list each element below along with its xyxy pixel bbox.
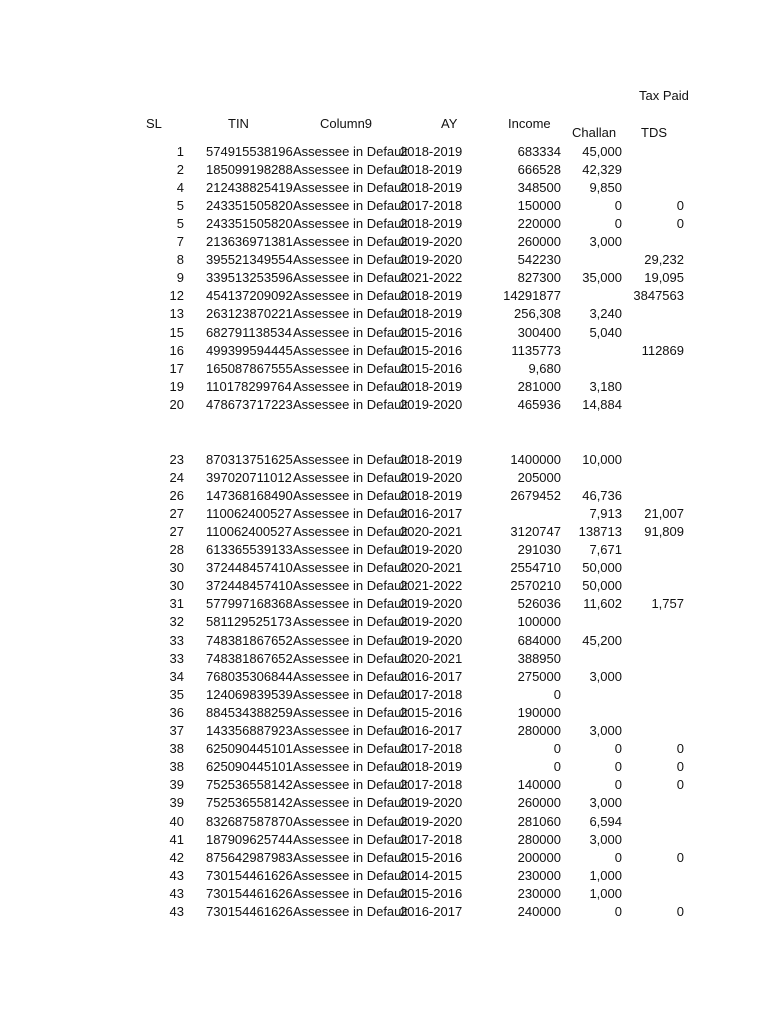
cell-challan: 46,736: [582, 487, 622, 503]
cell-tds: 19,095: [644, 270, 684, 286]
cell-challan: 3,180: [589, 378, 622, 394]
cell-tin: 625090445101: [206, 759, 293, 775]
cell-challan: 3,000: [589, 723, 622, 738]
cell-sl: 30: [169, 560, 184, 576]
cell-tin: 499399594445: [206, 342, 293, 358]
cell-challan: 0: [614, 904, 622, 919]
table-row: [0, 867, 768, 885]
table-row: [0, 179, 768, 197]
cell-ay: 2019-2020: [400, 795, 463, 811]
cell-challan: 45,000: [582, 143, 622, 159]
cell-tin: 212438825419: [206, 179, 293, 195]
cell-sl: 43: [169, 867, 184, 883]
cell-column9: Assessee in Default: [293, 505, 408, 521]
header-tds: TDS: [641, 125, 667, 140]
cell-sl: 5: [176, 197, 184, 213]
cell-ay: 2019-2020: [400, 542, 463, 557]
cell-ay: 2018-2019: [400, 306, 463, 322]
cell-sl: 8: [176, 252, 184, 268]
cell-column9: Assessee in Default: [293, 686, 408, 702]
header-challan: Challan: [572, 125, 617, 140]
cell-challan: 0: [614, 215, 622, 231]
cell-tds: 0: [676, 777, 684, 793]
cell-column9: Assessee in Default: [293, 179, 408, 195]
cell-income: 388950: [517, 650, 561, 666]
cell-tin: 147368168490: [206, 487, 293, 503]
cell-tin: 372448457410: [206, 578, 293, 594]
cell-ay: 2017-2018: [400, 777, 463, 793]
cell-tin: 124069839539: [206, 686, 293, 702]
cell-income: 260000: [517, 234, 561, 249]
cell-challan: 11,602: [583, 596, 622, 612]
cell-income: 140000: [517, 777, 561, 793]
cell-income: 291030: [517, 542, 561, 557]
cell-ay: 2017-2018: [400, 831, 463, 847]
cell-sl: 32: [169, 614, 184, 630]
cell-sl: 39: [169, 777, 184, 793]
cell-income: 684000: [517, 632, 561, 648]
cell-tds: 1,757: [651, 596, 684, 612]
table-row: [0, 595, 768, 613]
cell-tin: 875642987983: [206, 849, 293, 865]
cell-tds: 91,809: [644, 523, 684, 539]
cell-tin: 884534388259: [206, 704, 293, 720]
cell-challan: 1,000: [589, 867, 622, 883]
cell-income: 150000: [517, 197, 561, 213]
cell-challan: 10,000: [582, 451, 622, 467]
cell-tin: 730154461626: [206, 885, 293, 901]
cell-tin: 613365539133: [206, 542, 293, 557]
cell-ay: 2017-2018: [400, 197, 463, 213]
cell-ay: 2018-2019: [400, 487, 463, 503]
cell-tds: 0: [676, 741, 684, 757]
cell-income: 230000: [517, 885, 561, 901]
cell-income: 200000: [517, 849, 561, 865]
cell-challan: 3,000: [589, 831, 622, 847]
cell-column9: Assessee in Default: [293, 324, 408, 340]
cell-ay: 2016-2017: [400, 723, 463, 738]
cell-tds: 0: [676, 849, 684, 865]
cell-challan: 3,000: [589, 668, 622, 684]
cell-income: 683334: [517, 143, 561, 159]
table-row: [0, 269, 768, 287]
table-row: [0, 613, 768, 631]
cell-income: 281060: [517, 813, 561, 829]
cell-column9: Assessee in Default: [293, 849, 408, 865]
cell-challan: 14,884: [582, 396, 622, 412]
table-row: [0, 378, 768, 396]
cell-income: 526036: [517, 596, 561, 612]
cell-sl: 19: [169, 378, 184, 394]
cell-sl: 26: [169, 487, 184, 503]
cell-income: 542230: [517, 252, 561, 268]
cell-sl: 16: [169, 342, 184, 358]
cell-tin: 110178299764: [206, 378, 292, 394]
cell-income: 280000: [517, 831, 561, 847]
cell-sl: 41: [169, 831, 184, 847]
cell-sl: 23: [169, 451, 184, 467]
cell-income: 256,308: [514, 306, 561, 322]
cell-income: 2570210: [510, 578, 561, 594]
cell-ay: 2020-2021: [400, 650, 463, 666]
cell-income: 348500: [517, 179, 561, 195]
cell-column9: Assessee in Default: [293, 596, 408, 612]
cell-ay: 2018-2019: [400, 215, 463, 231]
cell-ay: 2015-2016: [400, 324, 463, 340]
cell-tin: 397020711012: [206, 469, 292, 485]
cell-sl: 38: [169, 741, 184, 757]
cell-tds: 21,007: [644, 505, 684, 521]
cell-challan: 0: [614, 849, 622, 865]
table-row: [0, 541, 768, 559]
cell-income: 230000: [517, 867, 561, 883]
table-row: [0, 650, 768, 668]
cell-income: 0: [553, 741, 561, 757]
cell-column9: Assessee in Default: [293, 451, 408, 467]
cell-challan: 0: [614, 777, 622, 793]
cell-tds: 0: [676, 759, 684, 775]
cell-column9: Assessee in Default: [293, 867, 408, 883]
cell-income: 2679452: [510, 487, 561, 503]
cell-ay: 2015-2016: [400, 704, 463, 720]
cell-ay: 2019-2020: [400, 614, 463, 630]
cell-ay: 2016-2017: [400, 904, 463, 919]
cell-column9: Assessee in Default: [293, 813, 408, 829]
cell-ay: 2016-2017: [400, 668, 463, 684]
header-sl: SL: [146, 116, 162, 131]
cell-tin: 263123870221: [206, 306, 293, 322]
cell-column9: Assessee in Default: [293, 795, 408, 811]
table-row: [0, 849, 768, 867]
cell-sl: 24: [169, 469, 184, 485]
cell-ay: 2016-2017: [400, 505, 463, 521]
table-row: [0, 143, 768, 161]
table-row: [0, 559, 768, 577]
cell-column9: Assessee in Default: [293, 777, 408, 793]
cell-challan: 9,850: [589, 179, 622, 195]
cell-column9: Assessee in Default: [293, 378, 408, 394]
cell-ay: 2015-2016: [400, 360, 463, 376]
cell-ay: 2020-2021: [400, 523, 463, 539]
cell-challan: 138713: [578, 523, 622, 539]
cell-tin: 243351505820: [206, 215, 293, 231]
cell-tin: 110062400527: [206, 523, 292, 539]
table-row: [0, 469, 768, 487]
cell-sl: 39: [169, 795, 184, 811]
cell-tin: 730154461626: [206, 904, 293, 919]
cell-ay: 2021-2022: [400, 270, 463, 286]
table-row: [0, 324, 768, 342]
cell-income: 0: [553, 759, 561, 775]
cell-sl: 34: [169, 668, 184, 684]
cell-sl: 33: [169, 632, 184, 648]
table-row: [0, 885, 768, 903]
cell-income: 220000: [517, 215, 561, 231]
cell-income: 2554710: [510, 560, 561, 576]
cell-column9: Assessee in Default: [293, 614, 408, 630]
cell-sl: 7: [176, 234, 184, 249]
table-row: [0, 197, 768, 215]
cell-challan: 0: [614, 759, 622, 775]
cell-column9: Assessee in Default: [293, 723, 408, 738]
cell-ay: 2019-2020: [400, 596, 463, 612]
table-row: [0, 233, 768, 251]
cell-sl: 42: [169, 849, 184, 865]
table-row: [0, 360, 768, 378]
cell-tin: 682791138534: [206, 324, 292, 340]
table-row: [0, 251, 768, 269]
cell-challan: 35,000: [582, 270, 622, 286]
cell-sl: 2: [176, 161, 184, 177]
cell-column9: Assessee in Default: [293, 668, 408, 684]
cell-tin: 730154461626: [206, 867, 293, 883]
cell-ay: 2018-2019: [400, 288, 463, 304]
cell-tin: 185099198288: [206, 161, 293, 177]
cell-sl: 31: [169, 596, 184, 612]
cell-tin: 372448457410: [206, 560, 293, 576]
table-row: [0, 794, 768, 812]
cell-income: 1400000: [510, 451, 561, 467]
table-row: [0, 505, 768, 523]
cell-tin: 748381867652: [206, 650, 293, 666]
cell-ay: 2017-2018: [400, 686, 463, 702]
cell-challan: 7,913: [589, 505, 622, 521]
cell-tin: 110062400527: [206, 505, 292, 521]
cell-sl: 40: [169, 813, 184, 829]
cell-income: 0: [553, 686, 561, 702]
cell-income: 3120747: [510, 523, 561, 539]
cell-column9: Assessee in Default: [293, 523, 408, 539]
cell-sl: 20: [169, 396, 184, 412]
table-row: [0, 342, 768, 360]
cell-sl: 36: [169, 704, 184, 720]
cell-challan: 3,000: [589, 234, 622, 249]
cell-column9: Assessee in Default: [293, 197, 408, 213]
table-row: [0, 758, 768, 776]
cell-challan: 45,200: [582, 632, 622, 648]
cell-challan: 5,040: [589, 324, 622, 340]
cell-sl: 27: [169, 505, 184, 521]
cell-ay: 2019-2020: [400, 632, 463, 648]
cell-tin: 577997168368: [206, 596, 293, 612]
cell-income: 1135773: [511, 342, 561, 358]
header-tin: TIN: [228, 116, 249, 131]
table-row: [0, 776, 768, 794]
cell-challan: 6,594: [589, 813, 622, 829]
cell-column9: Assessee in Default: [293, 578, 408, 594]
header-ay: AY: [441, 116, 458, 131]
cell-ay: 2015-2016: [400, 885, 463, 901]
cell-tin: 832687587870: [206, 813, 293, 829]
cell-ay: 2018-2019: [400, 161, 463, 177]
table-row: [0, 704, 768, 722]
cell-tin: 752536558142: [206, 795, 293, 811]
table-row: [0, 903, 768, 921]
cell-column9: Assessee in Default: [293, 704, 408, 720]
cell-challan: 3,000: [589, 795, 622, 811]
cell-ay: 2014-2015: [400, 867, 463, 883]
table-row: [0, 668, 768, 686]
table-row: [0, 740, 768, 758]
cell-column9: Assessee in Default: [293, 396, 408, 412]
cell-income: 205000: [517, 469, 561, 485]
cell-tds: 0: [676, 904, 684, 919]
cell-ay: 2019-2020: [400, 396, 463, 412]
cell-column9: Assessee in Default: [293, 342, 408, 358]
cell-income: 666528: [517, 161, 561, 177]
table-row: [0, 632, 768, 650]
cell-income: 14291877: [503, 288, 561, 304]
cell-column9: Assessee in Default: [293, 143, 408, 159]
cell-challan: 0: [614, 741, 622, 757]
cell-tin: 165087867555: [206, 360, 293, 376]
cell-sl: 27: [169, 523, 184, 539]
cell-income: 280000: [517, 723, 561, 738]
cell-column9: Assessee in Default: [293, 904, 408, 919]
cell-column9: Assessee in Default: [293, 161, 408, 177]
cell-column9: Assessee in Default: [293, 650, 408, 666]
cell-ay: 2020-2021: [400, 560, 463, 576]
cell-tin: 574915538196: [206, 143, 293, 159]
cell-column9: Assessee in Default: [293, 469, 408, 485]
cell-income: 9,680: [528, 360, 561, 376]
cell-sl: 12: [169, 288, 184, 304]
cell-sl: 13: [169, 306, 184, 322]
cell-column9: Assessee in Default: [293, 831, 408, 847]
cell-income: 827300: [517, 270, 561, 286]
cell-column9: Assessee in Default: [293, 759, 408, 775]
cell-sl: 9: [176, 270, 184, 286]
cell-tin: 187909625744: [206, 831, 293, 847]
cell-ay: 2019-2020: [400, 252, 463, 268]
cell-sl: 43: [169, 885, 184, 901]
cell-income: 275000: [517, 668, 561, 684]
cell-tin: 339513253596: [206, 270, 293, 286]
cell-income: 300400: [517, 324, 561, 340]
table-row: [0, 305, 768, 323]
table-row: [0, 161, 768, 179]
cell-column9: Assessee in Default: [293, 360, 408, 376]
cell-ay: 2021-2022: [400, 578, 463, 594]
cell-income: 465936: [517, 396, 561, 412]
cell-income: 190000: [517, 704, 561, 720]
cell-ay: 2015-2016: [400, 342, 463, 358]
cell-tin: 143356887923: [206, 723, 293, 738]
cell-ay: 2017-2018: [400, 741, 463, 757]
cell-column9: Assessee in Default: [293, 542, 408, 557]
cell-tin: 625090445101: [206, 741, 293, 757]
cell-column9: Assessee in Default: [293, 560, 408, 576]
cell-sl: 15: [169, 324, 184, 340]
cell-sl: 43: [169, 904, 184, 919]
cell-tds: 112869: [641, 342, 684, 358]
cell-column9: Assessee in Default: [293, 632, 408, 648]
cell-tin: 478673717223: [206, 396, 293, 412]
table-row: [0, 287, 768, 305]
cell-sl: 4: [176, 179, 184, 195]
cell-sl: 37: [169, 723, 184, 738]
cell-sl: 30: [169, 578, 184, 594]
cell-sl: 33: [169, 650, 184, 666]
cell-ay: 2018-2019: [400, 759, 463, 775]
cell-ay: 2018-2019: [400, 179, 463, 195]
table-row: [0, 831, 768, 849]
cell-column9: Assessee in Default: [293, 252, 408, 268]
cell-column9: Assessee in Default: [293, 288, 408, 304]
cell-sl: 28: [169, 542, 184, 557]
table-row: [0, 686, 768, 704]
cell-column9: Assessee in Default: [293, 885, 408, 901]
cell-ay: 2018-2019: [400, 451, 463, 467]
table-row: [0, 487, 768, 505]
cell-income: 240000: [517, 904, 561, 919]
header-column9: Column9: [320, 116, 373, 131]
cell-tds: 0: [676, 197, 684, 213]
cell-tds: 0: [676, 215, 684, 231]
cell-tin: 581129525173: [206, 614, 292, 630]
cell-income: 260000: [517, 795, 561, 811]
table-row: [0, 523, 768, 541]
cell-column9: Assessee in Default: [293, 487, 408, 503]
cell-tin: 395521349554: [206, 252, 293, 268]
cell-challan: 1,000: [589, 885, 622, 901]
cell-sl: 17: [169, 360, 184, 376]
cell-ay: 2018-2019: [400, 143, 463, 159]
header-tax-paid: Tax Paid: [639, 88, 689, 103]
cell-column9: Assessee in Default: [293, 270, 408, 286]
header-income: Income: [508, 116, 551, 131]
cell-income: 281000: [517, 378, 561, 394]
cell-column9: Assessee in Default: [293, 306, 408, 322]
cell-challan: 7,671: [589, 542, 622, 557]
cell-tin: 768035306844: [206, 668, 293, 684]
cell-column9: Assessee in Default: [293, 741, 408, 757]
cell-tin: 243351505820: [206, 197, 293, 213]
cell-challan: 42,329: [582, 161, 622, 177]
cell-challan: 50,000: [582, 578, 622, 594]
cell-challan: 3,240: [589, 306, 622, 322]
table-row: [0, 813, 768, 831]
cell-tin: 870313751625: [206, 451, 293, 467]
cell-column9: Assessee in Default: [293, 234, 408, 249]
cell-ay: 2018-2019: [400, 378, 463, 394]
cell-tin: 213636971381: [206, 234, 293, 249]
cell-sl: 35: [169, 686, 184, 702]
cell-ay: 2015-2016: [400, 849, 463, 865]
table-row: [0, 577, 768, 595]
cell-tin: 454137209092: [206, 288, 293, 304]
cell-column9: Assessee in Default: [293, 215, 408, 231]
cell-sl: 38: [169, 759, 184, 775]
cell-ay: 2019-2020: [400, 234, 463, 249]
table-row: [0, 215, 768, 233]
cell-tin: 752536558142: [206, 777, 293, 793]
table-row: [0, 722, 768, 740]
cell-tds: 29,232: [644, 252, 684, 268]
table-row: [0, 396, 768, 414]
cell-income: 100000: [517, 614, 561, 630]
cell-challan: 50,000: [582, 560, 622, 576]
cell-tin: 748381867652: [206, 632, 293, 648]
table-row: [0, 451, 768, 469]
cell-ay: 2019-2020: [400, 469, 463, 485]
cell-sl: 5: [176, 215, 184, 231]
cell-challan: 0: [614, 197, 622, 213]
cell-sl: 1: [176, 143, 184, 159]
cell-tds: 3847563: [633, 288, 684, 304]
cell-ay: 2019-2020: [400, 813, 463, 829]
